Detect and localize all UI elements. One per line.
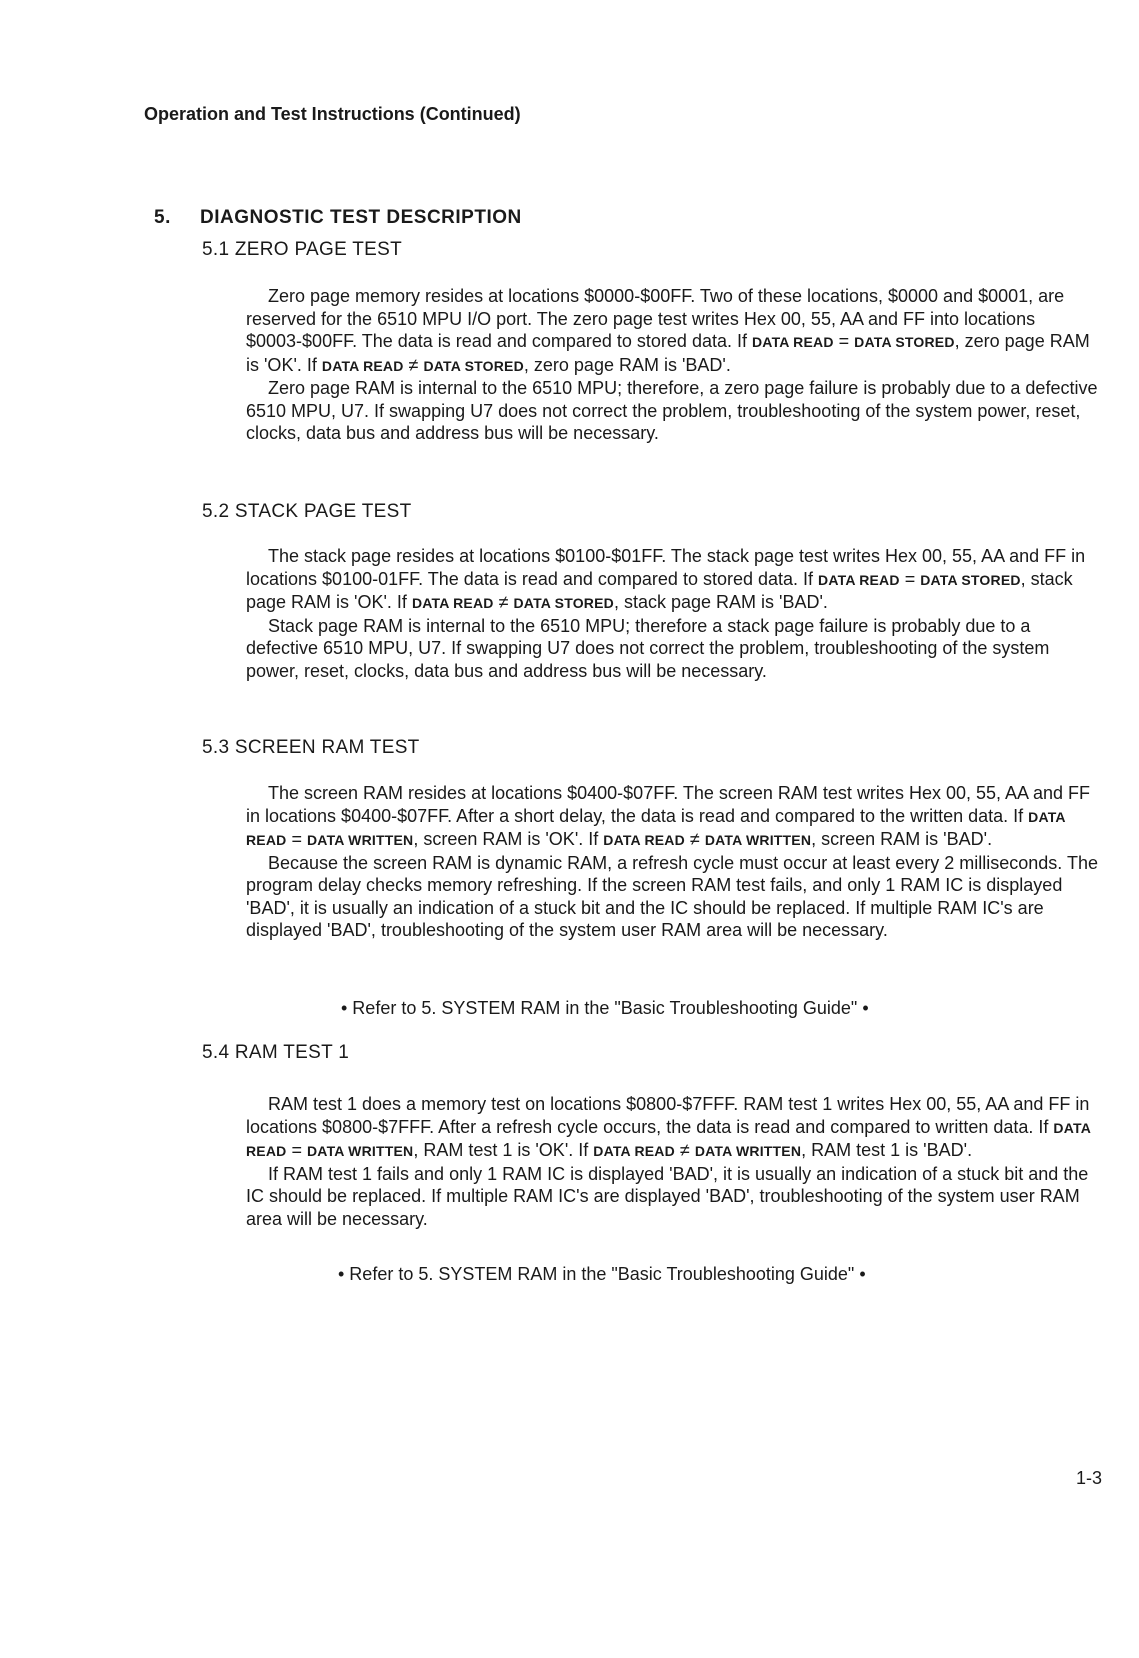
subsection-heading-5-3: 5.3 SCREEN RAM TEST	[202, 737, 420, 758]
subsection-body-5-3	[246, 782, 1106, 942]
paragraph: The stack page resides at locations $0100-$01FF. The stack page test writes Hex 00, 55, AA and FF in locations $0100-01FF. The data is read and compared to stored data. If DATA READ = DATA STORED, stack page RAM is 'OK'. If DATA READ ≠ DATA STORED, stack page RAM is 'BAD'.	[246, 546, 1086, 612]
section-heading	[154, 207, 522, 229]
subsection-body-5-1	[246, 285, 1106, 445]
paragraph: Zero page RAM is internal to the 6510 MPU; therefore, a zero page failure is probably due to a defective 6510 MPU, U7. If swapping U7 does not correct the problem, troubleshooting of the system power, reset, clocks, data bus and address bus will be necessary.	[246, 378, 1098, 443]
page-number: 1-3	[1076, 1468, 1103, 1488]
reference-note-5-3: • Refer to 5. SYSTEM RAM in the "Basic Troubleshooting Guide" •	[341, 998, 869, 1018]
paragraph: Stack page RAM is internal to the 6510 MPU; therefore a stack page failure is probably due to a defective 6510 MPU, U7. If swapping U7 does not correct the problem, troubleshooting of the system power, reset, clocks, data bus and address bus will be necessary.	[246, 615, 1050, 681]
reference-note-5-4: • Refer to 5. SYSTEM RAM in the "Basic Troubleshooting Guide" •	[338, 1264, 866, 1284]
paragraph: The screen RAM resides at locations $0400-$07FF. The screen RAM test writes Hex 00, 55, AA and FF in locations $0400-$07FF. After a short delay, the data is read and compared to the written data. If DATA READ = DATA WRITTEN, screen RAM is 'OK'. If DATA READ ≠ DATA WRITTEN, screen RAM is 'BAD'.	[246, 783, 1091, 849]
paragraph: Because the screen RAM is dynamic RAM, a refresh cycle must occur at least every 2 milliseconds. The program delay checks memory refreshing. If the screen RAM test fails, and only 1 RAM IC is displayed 'BAD', it is usually an indication of a stuck bit and the IC should be replaced. If multiple RAM IC's are displayed 'BAD', troubleshooting of the system user RAM area will be necessary.	[246, 852, 1098, 940]
section-title: DIAGNOSTIC TEST DESCRIPTION	[200, 207, 522, 228]
subsection-heading-5-2: 5.2 STACK PAGE TEST	[202, 501, 412, 522]
paragraph: If RAM test 1 fails and only 1 RAM IC is displayed 'BAD', it is usually an indication of a stuck bit and the IC should be replaced. If multiple RAM IC's are displayed 'BAD', troubleshooting of the system user RAM area will be necessary.	[246, 1163, 1089, 1229]
section-number: 5.	[154, 207, 171, 228]
subsection-heading-5-1: 5.1 ZERO PAGE TEST	[202, 239, 403, 260]
subsection-heading-5-4: 5.4 RAM TEST 1	[202, 1042, 350, 1063]
running-head: Operation and Test Instructions (Continued)	[144, 104, 521, 124]
subsection-body-5-2	[246, 545, 1106, 682]
subsection-body-5-4	[246, 1093, 1106, 1230]
paragraph: RAM test 1 does a memory test on locations $0800-$7FFF. RAM test 1 writes Hex 00, 55, AA and FF in locations $0800-$7FFF. After a refresh cycle occurs, the data is read and compared to written data. If DATA READ = DATA WRITTEN, RAM test 1 is 'OK'. If DATA READ ≠ DATA WRITTEN, RAM test 1 is 'BAD'.	[246, 1094, 1091, 1160]
paragraph: Zero page memory resides at locations $0000-$00FF. Two of these locations, $0000 and $0001, are reserved for the 6510 MPU I/O port. The zero page test writes Hex 00, 55, AA and FF into locations $0003-$00FF. The data is read and compared to stored data. If DATA READ = DATA STORED, zero page RAM is 'OK'. If DATA READ ≠ DATA STORED, zero page RAM is 'BAD'.	[246, 286, 1090, 375]
